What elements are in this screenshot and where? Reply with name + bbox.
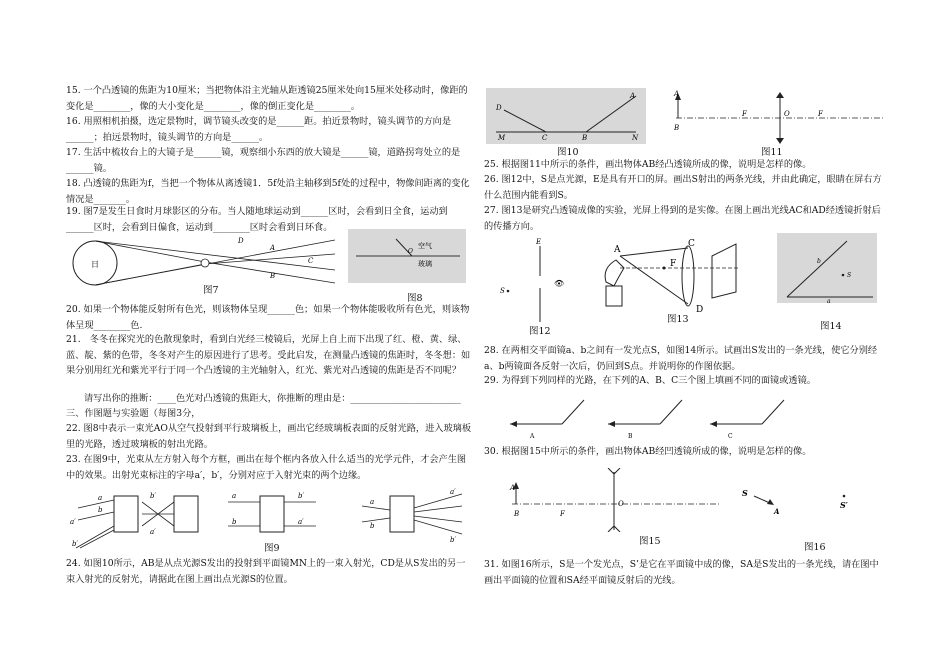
caption-fig12: 图12 <box>529 326 551 337</box>
label-B: B <box>514 510 520 518</box>
label-F: F <box>742 110 747 118</box>
label-A: A <box>630 92 636 100</box>
label-A: A <box>510 484 516 492</box>
figure-8-glass-plate <box>348 229 466 283</box>
path-A <box>510 400 584 440</box>
label-S: S <box>500 287 505 295</box>
label-O: O <box>408 248 413 255</box>
figure-16-point-and-image <box>740 482 860 522</box>
label-a: a <box>827 298 831 303</box>
figure-14-intersecting-mirrors <box>777 233 877 303</box>
label-C: C <box>688 239 695 249</box>
figure-15-concave-lens <box>506 468 726 532</box>
question-29: 29. 为得到下列同样的光路，在下列的A、B、C三个图上填画不同的面镜或透镜。 <box>484 375 816 386</box>
question-25: 25. 根据图11中所示的条件，画出物体AB经凸透镜所成的像，说明是怎样的像。 <box>484 159 812 170</box>
question-27: 27. 图13是研究凸透镜成像的实验，光屏上得到的是实像。在图上画出光线AC和AD经透镜折射后的传播方向。 <box>484 205 881 232</box>
label-a-prime: a′ <box>450 488 456 496</box>
label-b: b <box>370 522 375 530</box>
figure-13-lens-experiment <box>600 238 740 312</box>
label-O: O <box>784 110 790 118</box>
label-A: A <box>614 245 621 255</box>
label-B: B <box>674 124 680 132</box>
question-19: 19. 图7是发生日食时月球影区的分布。当人随地球运动到______区时，会看到日全食，运动到______区时，会看到日偏食，运动到________区时会看到日环食。 <box>66 206 448 233</box>
figure-11-convex-lens <box>668 88 888 144</box>
label-a-prime: a′ <box>70 518 76 526</box>
figure-10-mirror <box>486 88 646 144</box>
question-31: 31. 如图16所示，S是一个发光点，S’是它在平面镜中成的像，SA是S发出的一条光线，请在图中画出平面镜的位置和SA经平面镜反射后的光线。 <box>484 559 879 586</box>
label-a-prime: a′ <box>150 528 156 536</box>
label-E: E <box>536 238 542 246</box>
label-a: a <box>370 498 375 506</box>
label-B: B <box>582 134 588 142</box>
label-b-prime: b′ <box>150 492 157 500</box>
air-label: 空气 <box>418 242 432 250</box>
label-C: C <box>728 433 733 440</box>
caption-fig15: 图15 <box>639 536 661 547</box>
sun-label: 日 <box>91 260 99 269</box>
question-28: 28. 在两相交平面镜a、b之间有一发光点S，如图14所示。试画出S发出的一条光线，使它分别经a、b两镜面各反射一次后，仍回到S点。并说明你的作图依据。 <box>484 345 878 372</box>
label-C: C <box>542 134 548 142</box>
label-S: S <box>742 488 748 498</box>
question-21-answer: 请写出你的推断：____色光对凸透镜的焦距大，你推断的理由是：________________________ <box>84 393 461 404</box>
question-15: 15. 一个凸透镜的焦距为10厘米；当把物体沿主光轴从距透镜25厘米处向15厘米处移动时，像距的变化是________，像的大小变化是________，像的倒正变化是________。 <box>66 85 468 112</box>
label-B: B <box>270 272 276 280</box>
label-F: F <box>670 259 677 269</box>
label-O: O <box>618 500 624 508</box>
label-a: a <box>232 492 237 500</box>
box-3 <box>228 492 316 532</box>
path-B <box>608 400 682 440</box>
question-20: 20. 如果一个物体能反射所有色光，则该物体呈现______色；如果一个物体能吸收所有色光，则该物体呈现________色. <box>66 304 470 331</box>
question-21: 21. 冬冬在探究光的色散现象时，看到白光经三棱镜后，光屏上自上而下出现了红、橙、黄、绿、蓝、靛、紫的色带，冬冬对产生的原因进行了思考。受此启发，在测量凸透镜的焦距时，冬冬想：如果分别用红光和紫光平行于同一个凸透镜的主光轴射入，红光、紫光对凸透镜的焦距是否不同呢？ <box>66 334 471 376</box>
label-b-prime: b′ <box>72 540 79 548</box>
label-b-prime: b′ <box>450 536 457 544</box>
box-1 <box>70 494 138 548</box>
path-C <box>710 400 784 440</box>
glass-label: 玻璃 <box>418 260 432 268</box>
question-26: 26. 图12中，S是点光源，E是具有开口的屏。画出S射出的两条光线，并由此确定，眼睛在屏右方什么范围内能看到S。 <box>484 174 882 201</box>
label-N: N <box>632 134 639 142</box>
label-a: a <box>98 494 103 502</box>
label-A: A <box>530 433 535 440</box>
label-A: A <box>270 244 276 252</box>
question-16: 16. 用照相机拍摄，选定景物时，调节镜头改变的是______距。拍近景物时，镜头调节的方向是______；拍远景物时，镜头调节的方向是______。 <box>66 116 452 143</box>
label-A: A <box>774 507 780 516</box>
figure-12-point-source <box>496 236 576 326</box>
eye-icon: 👁 <box>554 279 565 288</box>
question-22: 22. 图8中表示一束光AO从空气投射到平行玻璃板上，画出它经玻璃板表面的反射光路，进入玻璃板里的光路，透过玻璃板的射出光路。 <box>66 423 472 450</box>
question-30: 30. 根据图15中所示的条件，画出物体AB经凹透镜所成的像，说明是怎样的像。 <box>484 446 812 457</box>
question-24: 24. 如图10所示，AB是从点光源S发出的投射到平面镜MN上的一束入射光，CD是从S发出的另一束入射光的反射光，请据此在图上画出点光源S的位置。 <box>66 558 466 585</box>
label-D: D <box>496 104 502 112</box>
box-4 <box>362 488 462 544</box>
caption-fig7: 图7 <box>203 285 219 296</box>
caption-fig11: 图11 <box>761 147 783 158</box>
caption-fig10: 图10 <box>557 147 579 158</box>
caption-fig8: 图8 <box>407 293 423 304</box>
label-S-prime: S′ <box>840 500 848 510</box>
label-A: A <box>674 90 680 98</box>
figure-q29-light-paths <box>500 388 800 442</box>
box-2 <box>142 492 198 536</box>
label-C: C <box>308 257 314 265</box>
label-b-prime: b′ <box>298 492 305 500</box>
question-23: 23. 在图9中，光束从左方射入每个方框，画出在每个框内各放入什么适当的光学元件，才会产生图中的效果。出射光束标注的字母a′，b′，分别对应于入射光束的两个边缘。 <box>66 454 467 481</box>
label-D: D <box>696 305 704 312</box>
caption-fig16: 图16 <box>804 542 826 553</box>
section-3-heading: 三、作图题与实验题（每图3分， <box>66 408 201 419</box>
label-b: b <box>232 518 237 526</box>
caption-fig14: 图14 <box>820 321 842 332</box>
label-F: F <box>560 510 565 518</box>
question-18: 18. 凸透镜的焦距为f，当把一个物体从离透镜1．5f处沿主轴移到5f处的过程中，物像间距离的变化情况是_______。 <box>66 178 470 205</box>
caption-fig9: 图9 <box>264 543 280 554</box>
label-a-prime: a′ <box>298 518 304 526</box>
label-M: M <box>498 134 506 142</box>
question-17: 17. 生活中梳妆台上的大镜子是______镜，观察细小东西的放大镜是______镜，道路拐弯处立的是______镜。 <box>66 147 461 174</box>
label-b: b <box>98 506 103 514</box>
label-B: B <box>628 433 633 440</box>
label-S: S <box>847 272 852 279</box>
label-b: b <box>817 258 821 265</box>
caption-fig13: 图13 <box>667 314 689 325</box>
label-D: D <box>238 237 244 245</box>
label-F: F <box>818 110 823 118</box>
